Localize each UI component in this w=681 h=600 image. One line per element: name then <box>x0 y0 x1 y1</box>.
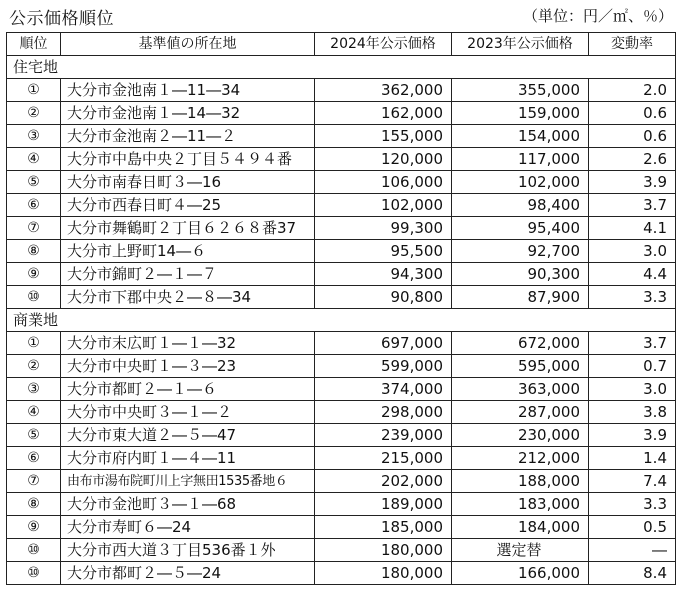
price-2023-cell: 672,000 <box>452 332 589 355</box>
change-rate-cell: 3.7 <box>589 194 676 217</box>
price-2023-cell: 92,700 <box>452 240 589 263</box>
rank-cell: ⑩ <box>7 539 61 562</box>
change-rate-cell: 0.6 <box>589 102 676 125</box>
unit-note: （単位：円／㎡、％） <box>522 7 673 25</box>
change-rate-cell: 3.7 <box>589 332 676 355</box>
location-cell: 大分市下郡中央２―８―34 <box>61 286 315 309</box>
price-ranking-table <box>6 32 676 585</box>
header-price-2023: 2023年公示価格 <box>452 33 589 56</box>
table-row <box>7 447 676 470</box>
change-rate-cell: 4.1 <box>589 217 676 240</box>
location-cell: 大分市上野町14―６ <box>61 240 315 263</box>
table-row <box>7 286 676 309</box>
price-2023-cell: 595,000 <box>452 355 589 378</box>
price-2024-cell: 99,300 <box>315 217 452 240</box>
rank-cell: ⑩ <box>7 286 61 309</box>
change-rate-cell: 3.8 <box>589 401 676 424</box>
price-2023-cell: 117,000 <box>452 148 589 171</box>
table-row <box>7 240 676 263</box>
location-cell: 大分市南春日町３―16 <box>61 171 315 194</box>
rank-cell: ⑨ <box>7 263 61 286</box>
rank-cell: ④ <box>7 401 61 424</box>
table-row <box>7 79 676 102</box>
table-row <box>7 102 676 125</box>
change-rate-cell: 0.7 <box>589 355 676 378</box>
price-2024-cell: 215,000 <box>315 447 452 470</box>
table-row <box>7 263 676 286</box>
price-2023-cell: 212,000 <box>452 447 589 470</box>
section-row-commercial <box>7 309 676 332</box>
change-rate-cell: 3.0 <box>589 240 676 263</box>
header-location: 基準値の所在地 <box>61 33 315 56</box>
price-2023-cell: 230,000 <box>452 424 589 447</box>
price-2023-cell: 188,000 <box>452 470 589 493</box>
location-cell: 大分市舞鶴町２丁目６２６８番37 <box>61 217 315 240</box>
rank-cell: ⑥ <box>7 194 61 217</box>
location-cell: 大分市寿町６―24 <box>61 516 315 539</box>
price-2023-cell: 90,300 <box>452 263 589 286</box>
rank-cell: ⑨ <box>7 516 61 539</box>
header-row <box>7 33 676 56</box>
table-row <box>7 217 676 240</box>
table-row <box>7 516 676 539</box>
change-rate-cell: 0.6 <box>589 125 676 148</box>
price-2024-cell: 94,300 <box>315 263 452 286</box>
price-2023-cell: 159,000 <box>452 102 589 125</box>
price-2024-cell: 599,000 <box>315 355 452 378</box>
price-2024-cell: 102,000 <box>315 194 452 217</box>
rank-cell: ② <box>7 355 61 378</box>
rank-cell: ② <box>7 102 61 125</box>
price-2023-cell: 183,000 <box>452 493 589 516</box>
change-rate-cell: 3.3 <box>589 286 676 309</box>
section-row-residential <box>7 56 676 79</box>
location-cell: 大分市金池南２―11―２ <box>61 125 315 148</box>
rank-cell: ⑤ <box>7 171 61 194</box>
price-2024-cell: 185,000 <box>315 516 452 539</box>
location-cell: 大分市都町２―５―24 <box>61 562 315 585</box>
price-2024-cell: 202,000 <box>315 470 452 493</box>
location-cell: 大分市西大道３丁目536番１外 <box>61 539 315 562</box>
price-2023-cell: 98,400 <box>452 194 589 217</box>
price-2024-cell: 180,000 <box>315 562 452 585</box>
price-2024-cell: 106,000 <box>315 171 452 194</box>
table-row <box>7 493 676 516</box>
section-label: 商業地 <box>7 309 676 332</box>
price-2024-cell: 298,000 <box>315 401 452 424</box>
price-2024-cell: 374,000 <box>315 378 452 401</box>
location-cell: 大分市西春日町４―25 <box>61 194 315 217</box>
change-rate-cell: ― <box>589 539 676 562</box>
location-cell: 大分市中央町３―１―２ <box>61 401 315 424</box>
table-row <box>7 148 676 171</box>
rank-cell: ③ <box>7 125 61 148</box>
price-2024-cell: 95,500 <box>315 240 452 263</box>
rank-cell: ① <box>7 79 61 102</box>
table-row <box>7 562 676 585</box>
rank-cell: ③ <box>7 378 61 401</box>
rank-cell: ⑧ <box>7 493 61 516</box>
price-2023-cell: 287,000 <box>452 401 589 424</box>
location-cell: 大分市中島中央２丁目５４９４番 <box>61 148 315 171</box>
location-cell: 大分市金池町３―１―68 <box>61 493 315 516</box>
rank-cell: ⑧ <box>7 240 61 263</box>
header-rank: 順位 <box>7 33 61 56</box>
price-2023-cell: 184,000 <box>452 516 589 539</box>
price-2023-cell: 355,000 <box>452 79 589 102</box>
header-price-2024: 2024年公示価格 <box>315 33 452 56</box>
table-row <box>7 125 676 148</box>
table-row <box>7 539 676 562</box>
change-rate-cell: 3.3 <box>589 493 676 516</box>
price-2024-cell: 189,000 <box>315 493 452 516</box>
change-rate-cell: 8.4 <box>589 562 676 585</box>
table-row <box>7 470 676 493</box>
price-2023-cell: 363,000 <box>452 378 589 401</box>
price-2023-cell: 95,400 <box>452 217 589 240</box>
table-row <box>7 171 676 194</box>
price-2023-cell: 87,900 <box>452 286 589 309</box>
price-2023-cell: 選定替 <box>452 539 589 562</box>
rank-cell: ⑥ <box>7 447 61 470</box>
price-2024-cell: 180,000 <box>315 539 452 562</box>
location-cell: 大分市金池南１―14―32 <box>61 102 315 125</box>
table-row <box>7 355 676 378</box>
price-2024-cell: 239,000 <box>315 424 452 447</box>
change-rate-cell: 4.4 <box>589 263 676 286</box>
rank-cell: ⑦ <box>7 217 61 240</box>
price-2024-cell: 120,000 <box>315 148 452 171</box>
price-2023-cell: 154,000 <box>452 125 589 148</box>
table-row <box>7 378 676 401</box>
rank-cell: ① <box>7 332 61 355</box>
location-cell: 大分市都町２―１―６ <box>61 378 315 401</box>
price-2023-cell: 166,000 <box>452 562 589 585</box>
change-rate-cell: 2.0 <box>589 79 676 102</box>
table-body <box>7 56 676 585</box>
rank-cell: ⑦ <box>7 470 61 493</box>
change-rate-cell: 3.9 <box>589 171 676 194</box>
change-rate-cell: 3.9 <box>589 424 676 447</box>
table-row <box>7 332 676 355</box>
location-cell: 由布市湯布院町川上字無田1535番地６ <box>61 470 315 493</box>
price-2024-cell: 697,000 <box>315 332 452 355</box>
change-rate-cell: 3.0 <box>589 378 676 401</box>
change-rate-cell: 2.6 <box>589 148 676 171</box>
price-2024-cell: 362,000 <box>315 79 452 102</box>
rank-cell: ⑩ <box>7 562 61 585</box>
header-change: 変動率 <box>589 33 676 56</box>
table-row <box>7 401 676 424</box>
location-cell: 大分市末広町１―１―32 <box>61 332 315 355</box>
location-cell: 大分市府内町１―４―11 <box>61 447 315 470</box>
rank-cell: ④ <box>7 148 61 171</box>
location-cell: 大分市錦町２―１―７ <box>61 263 315 286</box>
rank-cell: ⑤ <box>7 424 61 447</box>
page-title: 公示価格順位 <box>9 9 114 29</box>
section-label: 住宅地 <box>7 56 676 79</box>
table-row <box>7 194 676 217</box>
price-2024-cell: 162,000 <box>315 102 452 125</box>
location-cell: 大分市金池南１―11―34 <box>61 79 315 102</box>
price-2024-cell: 155,000 <box>315 125 452 148</box>
table-row <box>7 424 676 447</box>
location-cell: 大分市中央町１―３―23 <box>61 355 315 378</box>
change-rate-cell: 0.5 <box>589 516 676 539</box>
price-2023-cell: 102,000 <box>452 171 589 194</box>
change-rate-cell: 1.4 <box>589 447 676 470</box>
change-rate-cell: 7.4 <box>589 470 676 493</box>
price-2024-cell: 90,800 <box>315 286 452 309</box>
location-cell: 大分市東大道２―５―47 <box>61 424 315 447</box>
